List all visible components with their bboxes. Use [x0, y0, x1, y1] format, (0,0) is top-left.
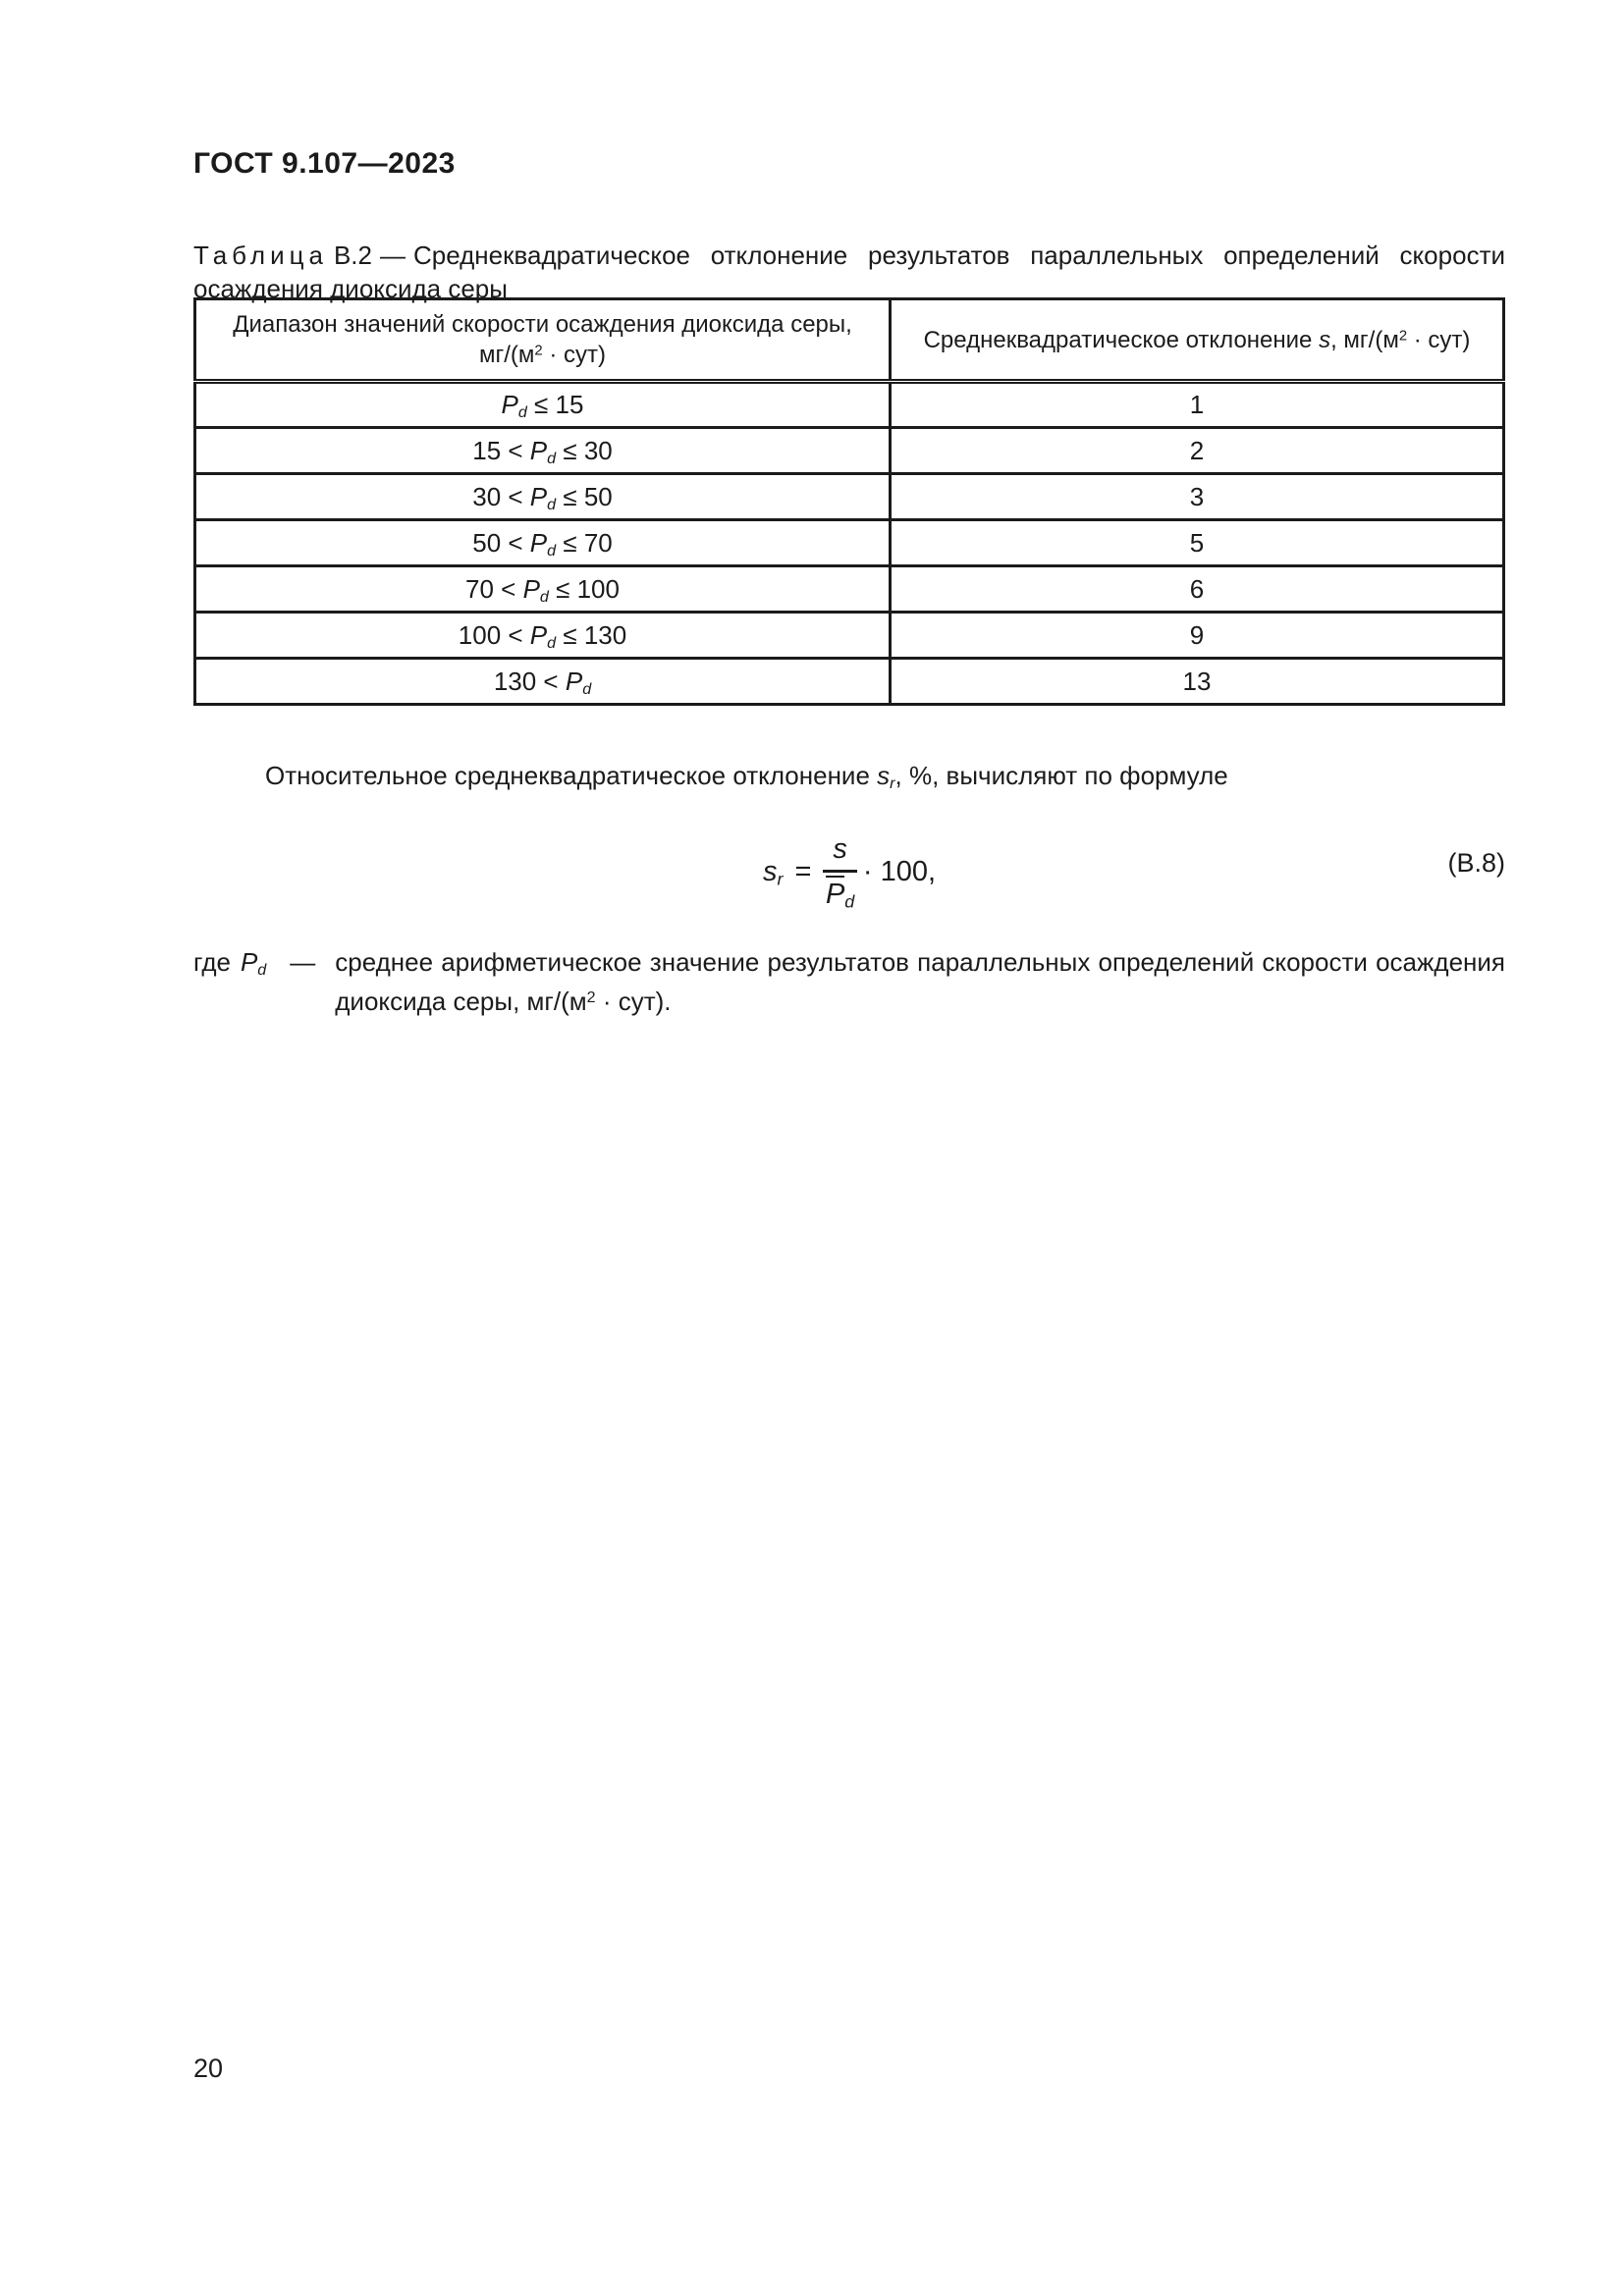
fraction [823, 833, 857, 911]
table-row [195, 566, 1504, 613]
table-row [195, 382, 1504, 428]
pd-symbol: $P_d$ [565, 666, 592, 698]
table-row [195, 428, 1504, 474]
page-number: 20 [193, 2054, 224, 2083]
sr-symbol: s [877, 761, 891, 790]
table-caption-dash: — [379, 240, 406, 270]
doc-code: ГОСТ 9.107—2023 [193, 147, 456, 180]
intro-paragraph: Относительное среднеквадратическое отклонение $s_r$, %, вычисляют по формуле [265, 761, 1228, 793]
value-cell: 1 [891, 382, 1504, 428]
intro-text: Относительное среднеквадратическое отклонение [265, 761, 878, 790]
col-header-range [195, 299, 891, 382]
fraction-numerator: s [823, 833, 857, 873]
deviation-table [193, 297, 1505, 706]
value-cell: 6 [891, 566, 1504, 613]
pd-symbol: $P_d$ [529, 619, 557, 652]
table-row [195, 613, 1504, 659]
fraction-denominator: $P_d$ [823, 873, 857, 911]
definition-dash: — [290, 947, 316, 977]
col-header-range-unit-suffix: · сут) [542, 342, 606, 368]
value-cell: 13 [891, 659, 1504, 705]
table-row [195, 659, 1504, 705]
pd-symbol: $P_d$ [529, 435, 557, 467]
table-row [195, 474, 1504, 520]
range-cell: $130 < P_d$ [195, 659, 891, 705]
col-header-deviation-unit-suffix: · сут) [1407, 326, 1471, 353]
value-cell: 9 [891, 613, 1504, 659]
col-header-range-unit: мг/(м [478, 342, 535, 368]
equals-sign: = [794, 855, 812, 887]
col-header-deviation-text: Среднеквадратическое отклонение [923, 326, 1320, 353]
table-row [195, 520, 1504, 566]
table-caption-text: Среднеквадратическое отклонение результатов параллельных определений скорости осаждения диоксида серы [193, 240, 1505, 303]
range-cell: $50 < P_d \le 70$ [195, 520, 891, 566]
pd-symbol: $P_d$ [529, 527, 557, 560]
table-caption [193, 239, 1505, 305]
formula-b8: $s_r$ = $\frac{s}{P_d}$ · 100, [762, 832, 937, 911]
col-header-range-line1: Диапазон значений скорости осаждения диоксида серы, [233, 311, 852, 338]
where-label: где [193, 947, 231, 977]
range-cell: $P_d \le 15$ [195, 382, 891, 428]
col-header-deviation-unit-sup: 2 [1398, 328, 1408, 345]
definition-text: среднее арифметическое значение результатов параллельных определений скорости осаждения диоксида серы, $мг/(м^2 \cdot сут)$. [335, 947, 1505, 1016]
table-header-row [195, 299, 1504, 382]
formula-row [193, 821, 1505, 923]
pd-symbol: $P_d$ [529, 481, 557, 513]
formula-tail: · 100, [862, 855, 937, 887]
pd-symbol: $P_d$ [522, 573, 549, 606]
col-header-range-unit-sup: 2 [534, 343, 543, 359]
pd-symbol: $P_d$ [501, 390, 527, 422]
value-cell: 2 [891, 428, 1504, 474]
formula-number: (В.8) [1447, 848, 1505, 878]
pd-mean-symbol: P [826, 876, 844, 911]
table-caption-label: Таблица [193, 240, 328, 270]
col-header-deviation [891, 299, 1504, 382]
formula-lhs: s [762, 855, 778, 887]
definition-pd [193, 942, 1505, 1021]
col-header-deviation-symbol: s [1319, 326, 1331, 353]
value-cell: 3 [891, 474, 1504, 520]
range-cell: $30 < P_d \le 50$ [195, 474, 891, 520]
col-header-deviation-unit: , мг/(м [1330, 326, 1399, 353]
range-cell: $70 < P_d \le 100$ [195, 566, 891, 613]
pd-symbol: $P_d$ [240, 947, 267, 980]
value-cell: 5 [891, 520, 1504, 566]
range-cell: $100 < P_d \le 130$ [195, 613, 891, 659]
range-cell: $15 < P_d \le 30$ [195, 428, 891, 474]
table-caption-number: В.2 [333, 240, 372, 270]
